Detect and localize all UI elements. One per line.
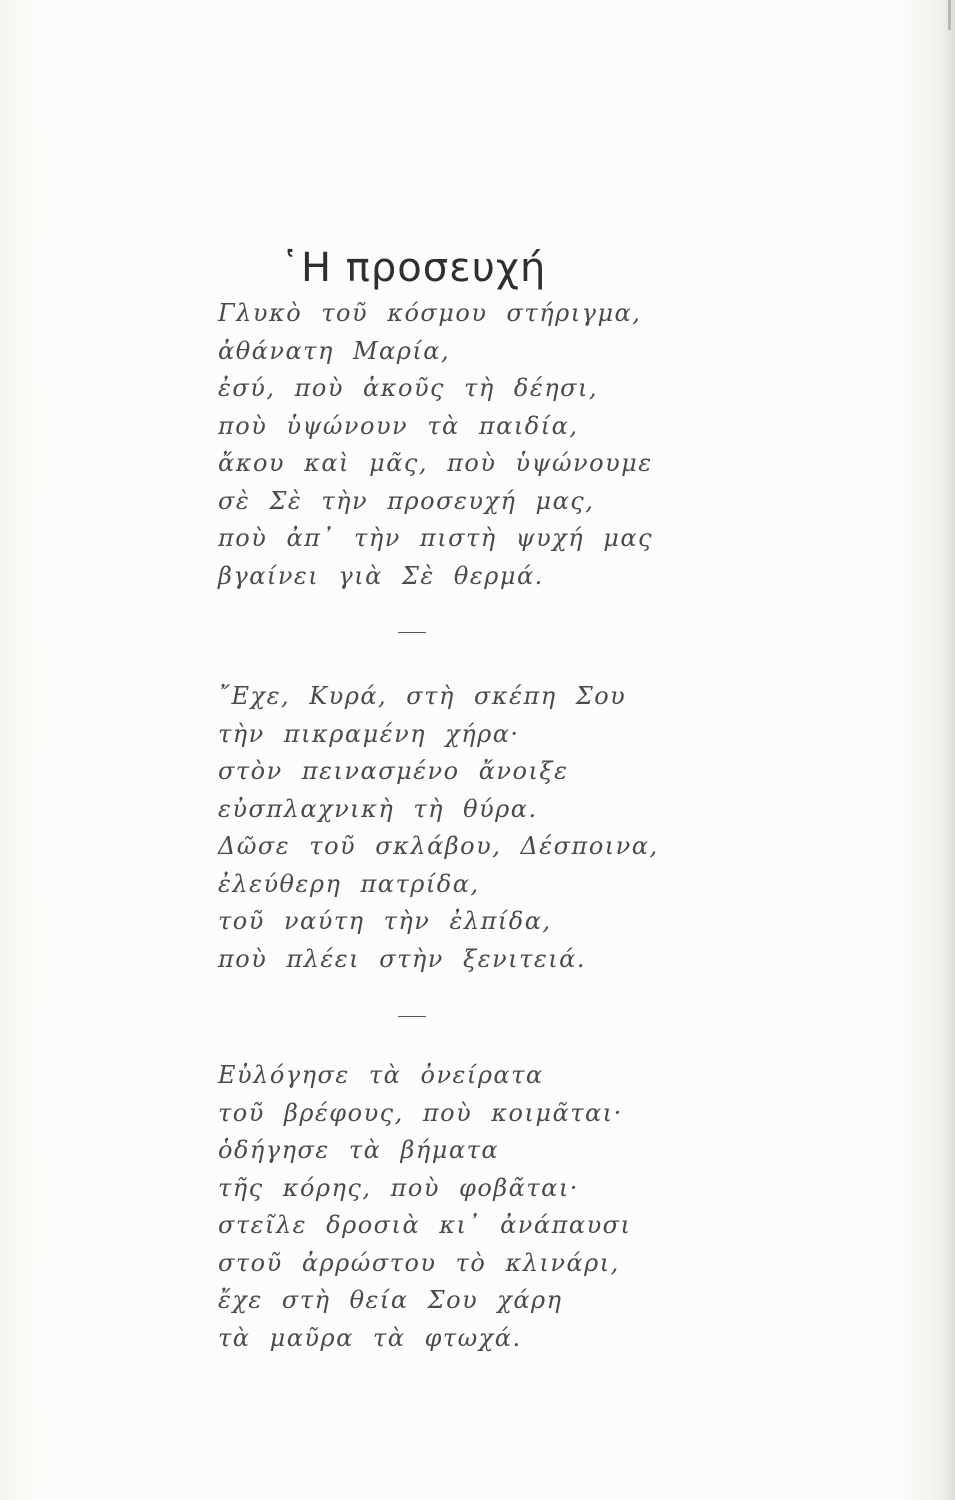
poem-line: Δῶσε τοῦ σκλάβου, Δέσποινα, — [218, 832, 659, 860]
stanza-divider — [398, 632, 426, 633]
poem-line: ποὺ πλέει στὴν ξενιτειά. — [218, 944, 586, 973]
poem-line: Εὐλόγησε τὰ ὀνείρατα — [218, 1061, 544, 1089]
stanza-1 — [218, 295, 658, 595]
poem-line: ποὺ ὑψώνουν τὰ παιδία, — [218, 411, 579, 440]
poem-line: ἄκου καὶ μᾶς, ποὺ ὑψώνουμε — [218, 449, 653, 477]
poem-line: εὐσπλαχνικὴ τὴ θύρα. — [218, 794, 538, 823]
poem-line: τὰ μαῦρα τὰ φτωχά. — [218, 1323, 522, 1352]
poem-line: τοῦ βρέφους, ποὺ κοιμᾶται· — [218, 1098, 623, 1127]
poem-line: στεῖλε δροσιὰ κι᾽ ἀνάπαυσι — [218, 1211, 632, 1239]
poem-line: ἐλεύθερη πατρίδα, — [218, 869, 480, 898]
poem-line: στὸν πεινασμένο ἄνοιξε — [218, 757, 569, 785]
stanza-2 — [218, 678, 658, 978]
poem-line: βγαίνει γιὰ Σὲ θερμά. — [218, 561, 544, 590]
poem-line: ποὺ ἀπ᾽ τὴν πιστὴ ψυχή μας — [218, 524, 653, 552]
poem-line: Γλυκὸ τοῦ κόσμου στήριγμα, — [218, 299, 642, 327]
page-edge — [945, 0, 955, 1500]
poem-line: ὁδήγησε τὰ βήματα — [218, 1136, 500, 1164]
stanza-3 — [218, 1057, 658, 1357]
poem-line: ἐσύ, ποὺ ἀκοῦς τὴ δέησι, — [218, 374, 599, 402]
poem-line: τῆς κόρης, ποὺ φοβᾶται· — [218, 1173, 579, 1202]
poem-line: τοῦ ναύτη τὴν ἐλπίδα, — [218, 907, 552, 935]
poem-line: ἔχε στὴ θεία Σου χάρη — [218, 1286, 563, 1314]
stanza-divider — [398, 1016, 426, 1017]
poem-line: τὴν πικραμένη χήρα· — [218, 719, 520, 748]
page-edge-mark — [948, 0, 951, 30]
poem-line: ῎Εχε, Κυρά, στὴ σκέπη Σου — [218, 682, 627, 710]
poem-line: στοῦ ἀρρώστου τὸ κλινάρι, — [218, 1248, 620, 1277]
poem-line: ἀθάνατη Μαρία, — [218, 336, 451, 365]
poem-line: σὲ Σὲ τὴν προσευχή μας, — [218, 486, 595, 515]
poem-title: ῾Η προσευχή — [280, 244, 547, 291]
